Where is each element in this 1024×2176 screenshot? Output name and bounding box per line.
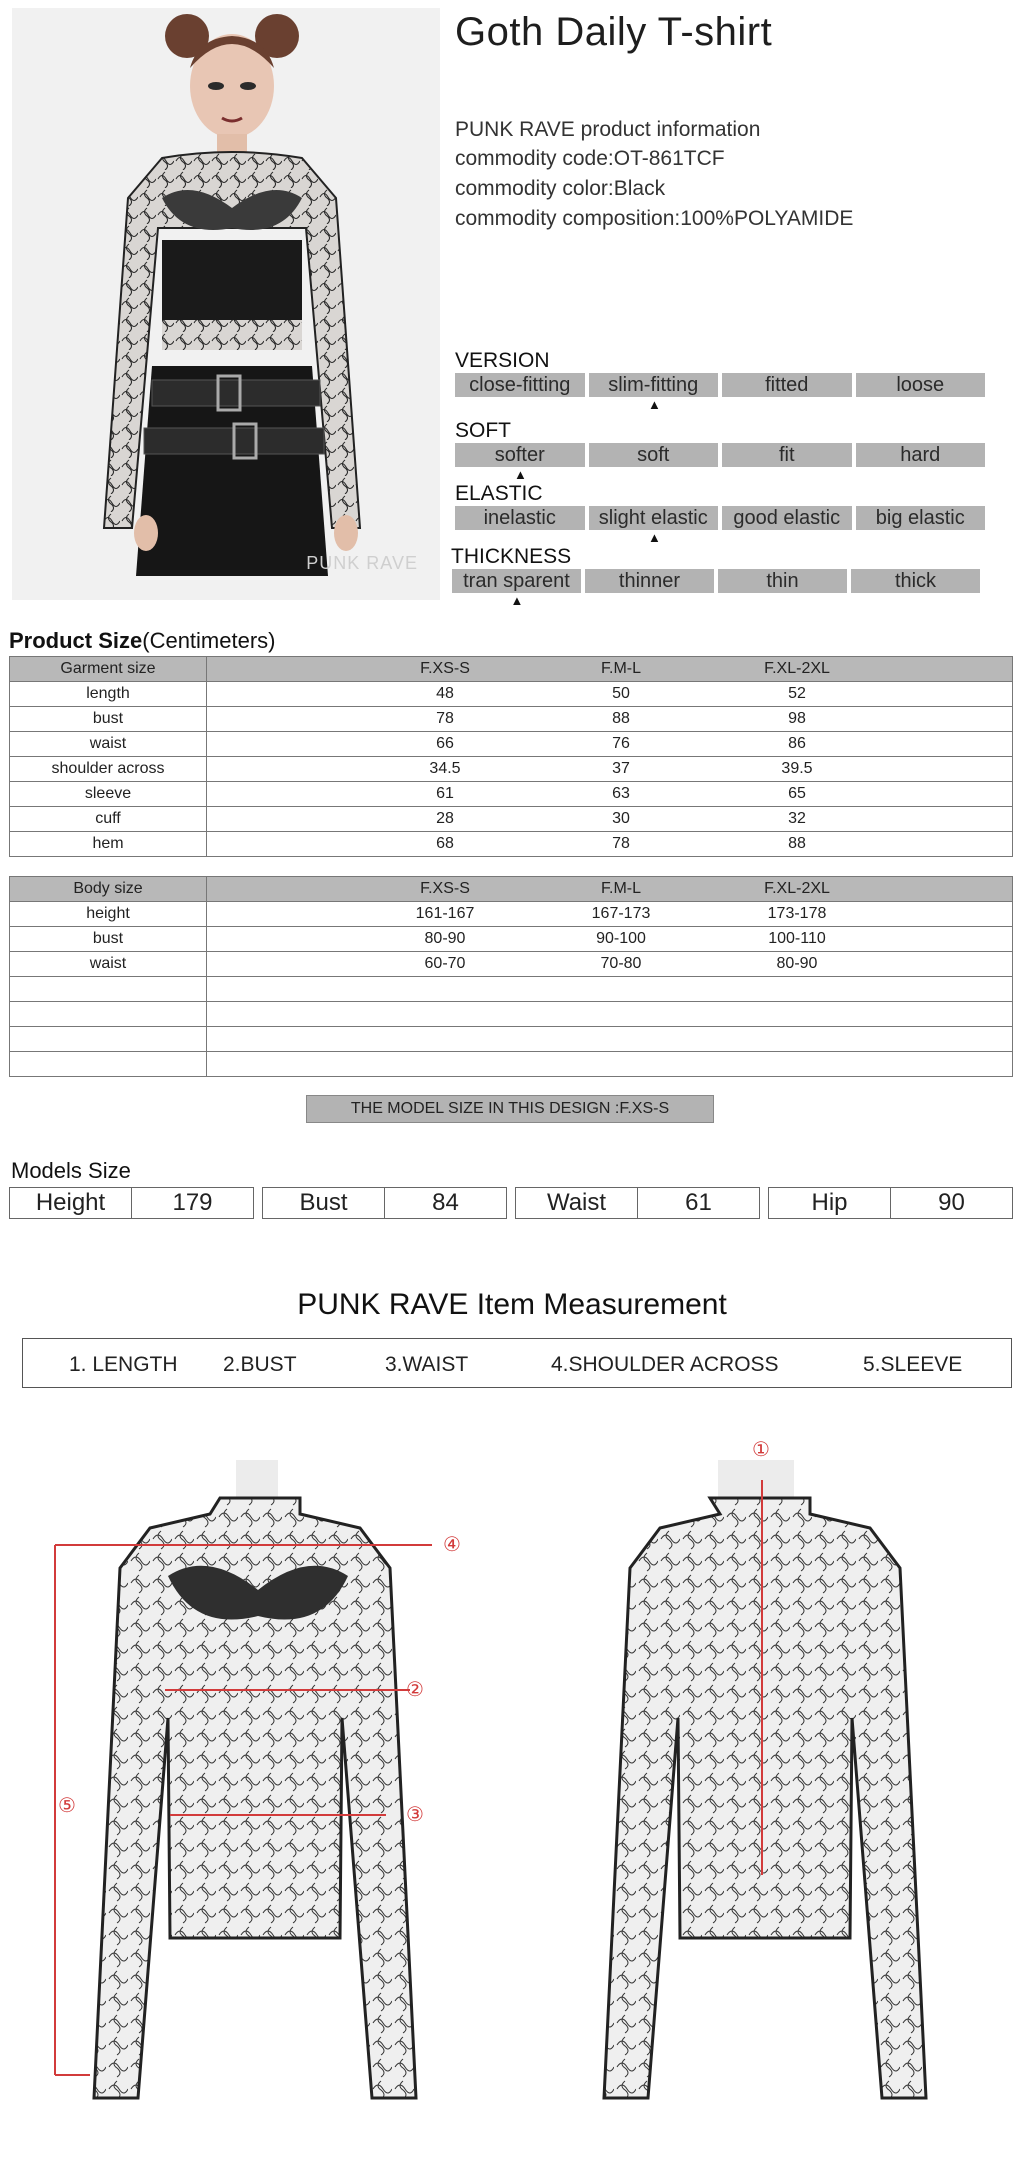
table-cell: 70-80 bbox=[600, 955, 642, 972]
table-header-cell: F.M-L bbox=[601, 660, 641, 677]
marker-bust: ② bbox=[406, 1677, 424, 1701]
table-cell: 63 bbox=[612, 785, 630, 802]
scale-option: thick bbox=[851, 569, 980, 593]
marker-sleeve: ⑤ bbox=[58, 1793, 76, 1817]
model-stat-label: Waist bbox=[546, 1189, 607, 1216]
scale-option: soft bbox=[589, 443, 719, 467]
table-row bbox=[10, 682, 1013, 707]
model-hip bbox=[768, 1187, 1013, 1219]
table-header-row bbox=[10, 657, 1013, 682]
measurement-item: 4.SHOULDER ACROSS bbox=[551, 1353, 779, 1376]
scale-option: big elastic bbox=[856, 506, 986, 530]
model-stat-value: 61 bbox=[637, 1188, 759, 1218]
table-cell: 100-110 bbox=[768, 930, 826, 947]
table-cell: 167-173 bbox=[591, 905, 651, 922]
product-size-unit: (Centimeters) bbox=[142, 628, 276, 653]
triangle-marker-icon: ▲ bbox=[648, 530, 661, 545]
model-bust bbox=[262, 1187, 507, 1219]
triangle-marker-icon: ▲ bbox=[514, 467, 527, 482]
marker-shoulder-across: ④ bbox=[443, 1532, 461, 1556]
table-cell: sleeve bbox=[10, 782, 207, 807]
commodity-code-label: commodity code: bbox=[455, 147, 614, 170]
table-cell: 88 bbox=[612, 710, 630, 727]
scale-option: softer bbox=[455, 443, 585, 467]
scale-option: good elastic bbox=[722, 506, 852, 530]
product-size-title bbox=[9, 628, 276, 654]
measurement-title: PUNK RAVE Item Measurement bbox=[297, 1288, 727, 1321]
table-cell: waist bbox=[10, 732, 207, 757]
table-header-cell: Body size bbox=[10, 877, 207, 902]
commodity-code-line bbox=[455, 147, 725, 171]
models-size-title: Models Size bbox=[11, 1158, 131, 1183]
marker-length: ① bbox=[752, 1437, 770, 1461]
table-cell: cuff bbox=[10, 807, 207, 832]
scale-thickness bbox=[452, 569, 980, 593]
table-cell: 80-90 bbox=[424, 930, 466, 947]
product-size-table bbox=[9, 656, 1013, 857]
table-cell: length bbox=[10, 682, 207, 707]
table-row bbox=[10, 832, 1013, 857]
table-cell: 34.5 bbox=[429, 760, 461, 777]
commodity-composition-value: 100%POLYAMIDE bbox=[680, 207, 854, 230]
table-cell: 98 bbox=[788, 710, 806, 727]
table-row-empty bbox=[10, 1052, 1013, 1077]
product-size-heading: Product Size bbox=[9, 628, 143, 653]
model-stat-value: 179 bbox=[131, 1188, 253, 1218]
table-cell: 76 bbox=[612, 735, 630, 752]
scale-option: slim-fitting bbox=[589, 373, 719, 397]
measurement-legend bbox=[22, 1338, 1012, 1388]
scale-option: thin bbox=[718, 569, 847, 593]
table-row bbox=[10, 902, 1013, 927]
scale-version bbox=[455, 373, 985, 397]
models-size-row bbox=[9, 1187, 1013, 1219]
scale-option: fitted bbox=[722, 373, 852, 397]
model-size-note: THE MODEL SIZE IN THIS DESIGN :F.XS-S bbox=[306, 1095, 714, 1123]
scale-option: slight elastic bbox=[589, 506, 719, 530]
attr-label-version: VERSION bbox=[455, 349, 550, 372]
attr-label-elastic: ELASTIC bbox=[455, 482, 543, 505]
triangle-marker-icon: ▲ bbox=[648, 397, 661, 412]
table-row-empty bbox=[10, 1027, 1013, 1052]
model-stat-label: Bust bbox=[299, 1189, 348, 1216]
table-cell: 88 bbox=[788, 835, 806, 852]
model-stat-label: Hip bbox=[811, 1189, 848, 1216]
table-cell: 48 bbox=[436, 685, 454, 702]
info-heading: PUNK RAVE product information bbox=[455, 118, 761, 141]
model-waist bbox=[515, 1187, 760, 1219]
marker-waist: ③ bbox=[406, 1802, 424, 1826]
table-cell: 52 bbox=[788, 685, 806, 702]
table-cell: 90-100 bbox=[596, 930, 646, 947]
measurement-item: 1. LENGTH bbox=[69, 1353, 178, 1376]
table-cell: waist bbox=[10, 952, 207, 977]
measurement-item: 5.SLEEVE bbox=[863, 1353, 963, 1376]
table-row bbox=[10, 732, 1013, 757]
model-figure bbox=[12, 8, 440, 600]
model-photo bbox=[12, 8, 440, 600]
table-header-cell: F.XL-2XL bbox=[764, 660, 830, 677]
scale-option: fit bbox=[722, 443, 852, 467]
table-row-empty bbox=[10, 977, 1013, 1002]
table-cell: 80-90 bbox=[776, 955, 818, 972]
scale-option: hard bbox=[856, 443, 986, 467]
table-header-row bbox=[10, 877, 1013, 902]
table-row bbox=[10, 707, 1013, 732]
table-cell: 65 bbox=[788, 785, 806, 802]
model-stat-label: Height bbox=[35, 1189, 106, 1216]
body-size-table bbox=[9, 876, 1013, 1077]
commodity-color-line bbox=[455, 177, 665, 201]
table-cell: 30 bbox=[612, 810, 630, 827]
scale-option: close-fitting bbox=[455, 373, 585, 397]
measurement-overlay bbox=[0, 1420, 1024, 2140]
table-cell: 86 bbox=[788, 735, 806, 752]
table-header-values bbox=[207, 657, 1013, 682]
scale-soft bbox=[455, 443, 985, 467]
photo-watermark: PUNK RAVE bbox=[306, 553, 418, 573]
table-cell: 28 bbox=[436, 810, 454, 827]
attr-label-soft: SOFT bbox=[455, 419, 511, 442]
scale-option: thinner bbox=[585, 569, 714, 593]
table-cell: shoulder across bbox=[10, 757, 207, 782]
table-header-cell: Garment size bbox=[10, 657, 207, 682]
measurement-item: 3.WAIST bbox=[385, 1353, 469, 1376]
table-cell: 78 bbox=[436, 710, 454, 727]
commodity-code-value: OT-861TCF bbox=[613, 147, 725, 170]
commodity-color-value: Black bbox=[613, 177, 666, 200]
table-cell: 66 bbox=[436, 735, 454, 752]
scale-option: inelastic bbox=[455, 506, 585, 530]
model-stat-value: 84 bbox=[384, 1188, 506, 1218]
commodity-color-label: commodity color: bbox=[455, 177, 614, 200]
table-header-cell: F.XS-S bbox=[420, 660, 470, 677]
table-cell: height bbox=[10, 902, 207, 927]
table-header-cell: F.XS-S bbox=[420, 880, 470, 897]
table-cell: bust bbox=[10, 927, 207, 952]
model-stat-value: 90 bbox=[890, 1188, 1012, 1218]
table-cell: 50 bbox=[612, 685, 630, 702]
table-cell: 32 bbox=[788, 810, 806, 827]
table-row bbox=[10, 782, 1013, 807]
table-row bbox=[10, 757, 1013, 782]
commodity-composition-line bbox=[455, 207, 853, 231]
product-title: Goth Daily T-shirt bbox=[455, 10, 773, 54]
table-cell: bust bbox=[10, 707, 207, 732]
model-height bbox=[9, 1187, 254, 1219]
table-cell: 78 bbox=[612, 835, 630, 852]
table-row bbox=[10, 927, 1013, 952]
scale-option: tran sparent bbox=[452, 569, 581, 593]
triangle-marker-icon: ▲ bbox=[510, 593, 524, 608]
scale-elastic bbox=[455, 506, 985, 530]
table-header-cell: F.XL-2XL bbox=[764, 880, 830, 897]
table-cell: 161-167 bbox=[415, 905, 475, 922]
table-header-cell: F.M-L bbox=[601, 880, 641, 897]
measurement-item: 2.BUST bbox=[223, 1353, 297, 1376]
table-cell: hem bbox=[10, 832, 207, 857]
table-cell: 37 bbox=[612, 760, 630, 777]
commodity-composition-label: commodity composition: bbox=[455, 207, 681, 230]
table-cell: 60-70 bbox=[424, 955, 466, 972]
table-cell: 68 bbox=[436, 835, 454, 852]
table-cell: 39.5 bbox=[781, 760, 813, 777]
table-cell: 61 bbox=[436, 785, 454, 802]
table-row bbox=[10, 952, 1013, 977]
table-row-empty bbox=[10, 1002, 1013, 1027]
table-row bbox=[10, 807, 1013, 832]
scale-option: loose bbox=[856, 373, 986, 397]
table-cell: 173-178 bbox=[767, 905, 827, 922]
attr-label-thickness: THICKNESS bbox=[451, 545, 572, 568]
